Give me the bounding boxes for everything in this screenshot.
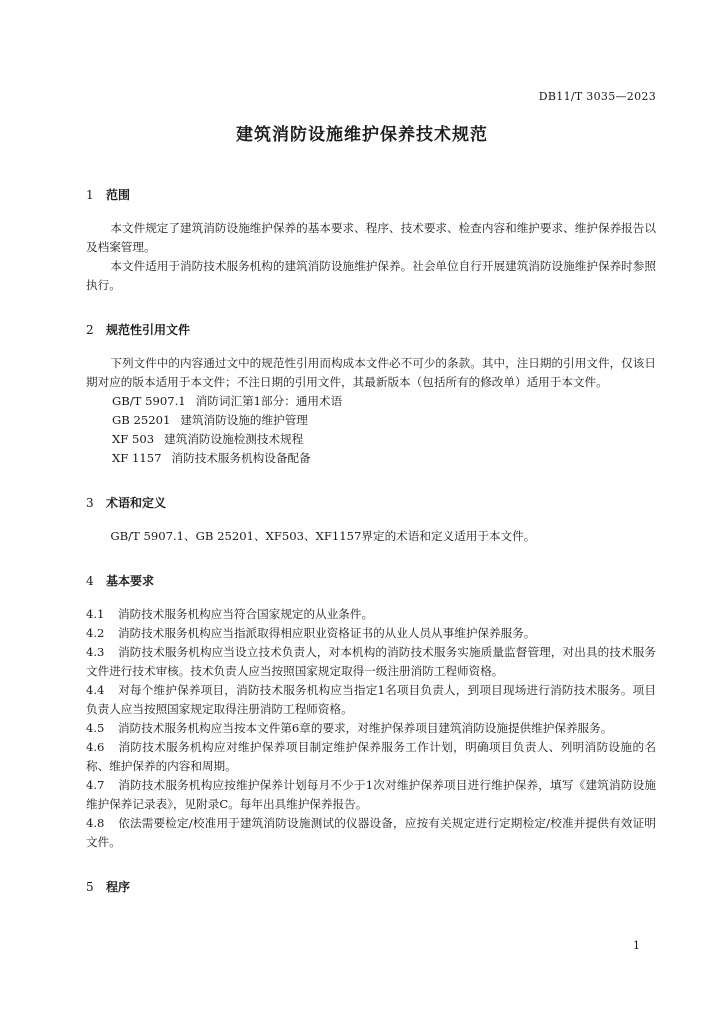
- section-number: 1: [86, 188, 94, 202]
- clause-item: [86, 681, 656, 719]
- clause-text: 依法需要检定/校准用于建筑消防设施测试的仪器设备，应按有关规定进行定期检定/校准并提供有效证明文件。: [86, 816, 656, 849]
- paragraph: 本文件规定了建筑消防设施维护保养的基本要求、程序、技术要求、检查内容和维护要求、维护保养报告以及档案管理。: [86, 221, 656, 254]
- clause-number: 4.1: [86, 607, 105, 621]
- section-number: 2: [86, 323, 94, 337]
- reference-code: XF 1157: [112, 451, 162, 465]
- clause-item: [86, 776, 656, 814]
- clause-text: 消防技术服务机构应当指派取得相应职业资格证书的从业人员从事维护保养服务。: [118, 626, 536, 640]
- reference-code: XF 503: [112, 432, 155, 446]
- section-heading-terms: [86, 494, 656, 513]
- section-title: 术语和定义: [106, 496, 167, 510]
- section-heading-normative-references: [86, 321, 656, 340]
- clause-number: 4.3: [86, 645, 105, 659]
- document-title: 建筑消防设施维护保养技术规范: [236, 125, 488, 145]
- clause-text: 消防技术服务机构应当符合国家规定的从业条件。: [118, 607, 374, 621]
- clause-item: [86, 814, 656, 852]
- section-heading-basic-requirements: [86, 572, 656, 591]
- section-title: 基本要求: [106, 574, 155, 588]
- section-heading-scope: [86, 186, 656, 205]
- clause-item: [86, 719, 656, 738]
- reference-code: GB/T 5907.1: [112, 394, 186, 408]
- clause-number: 4.8: [86, 816, 105, 830]
- document-code: DB11/T 3035—2023: [538, 90, 656, 103]
- reference-name: 建筑消防设施检测技术规程: [164, 432, 304, 446]
- clause-number: 4.5: [86, 721, 105, 735]
- clause-item: [86, 624, 656, 643]
- section-number: 5: [86, 880, 94, 894]
- clause-text: 消防技术服务机构应当按本文件第6章的要求，对维护保养项目建筑消防设施提供维护保养服务。: [118, 721, 613, 735]
- section-number: 3: [86, 496, 94, 510]
- clause-item: [86, 605, 656, 624]
- clause-number: 4.4: [86, 683, 105, 697]
- reference-item: [86, 411, 656, 430]
- reference-item: [86, 430, 656, 449]
- clause-text: 消防技术服务机构应当设立技术负责人，对本机构的消防技术服务实施质量监督管理，对出具的技术服务文件进行技术审核。技术负责人应当按照国家规定取得一级注册消防工程师资格。: [86, 645, 656, 678]
- reference-name: 消防词汇第1部分：通用术语: [195, 394, 343, 408]
- clause-text: 消防技术服务机构应按维护保养计划每月不少于1次对维护保养项目进行维护保养，填写《建筑消防设施维护保养记录表》，见附录C。每年出具维护保养报告。: [86, 778, 656, 811]
- section-title: 程序: [106, 880, 131, 894]
- paragraph: 本文件适用于消防技术服务机构的建筑消防设施维护保养。社会单位自行开展建筑消防设施维护保养时参照执行。: [86, 259, 656, 292]
- clause-item: [86, 738, 656, 776]
- section-title: 规范性引用文件: [106, 323, 191, 337]
- section-heading-procedure: [86, 878, 656, 897]
- paragraph: 下列文件中的内容通过文中的规范性引用而构成本文件必不可少的条款。其中，注日期的引用文件，仅该日期对应的版本适用于本文件；不注日期的引用文件，其最新版本（包括所有的修改单）适用于本文件。: [86, 356, 656, 389]
- reference-name: 建筑消防设施的维护管理: [180, 413, 308, 427]
- reference-name: 消防技术服务机构设备配备: [171, 451, 311, 465]
- clause-number: 4.6: [86, 740, 105, 754]
- clause-text: 对每个维护保养项目，消防技术服务机构应当指定1名项目负责人，到项目现场进行消防技术服务。项目负责人应当按照国家规定取得注册消防工程师资格。: [86, 683, 656, 716]
- clause-item: [86, 643, 656, 681]
- reference-item: [86, 449, 656, 468]
- page-number: 1: [633, 939, 640, 952]
- section-number: 4: [86, 574, 94, 588]
- clause-number: 4.7: [86, 778, 105, 792]
- clause-number: 4.2: [86, 626, 105, 640]
- document-body: [86, 186, 656, 897]
- reference-item: [86, 392, 656, 411]
- clause-text: 消防技术服务机构应对维护保养项目制定维护保养服务工作计划，明确项目负责人、列明消防设施的名称、维护保养的内容和周期。: [86, 740, 656, 773]
- paragraph: GB/T 5907.1、GB 25201、XF503、XF1157界定的术语和定义适用于本文件。: [110, 529, 536, 543]
- reference-code: GB 25201: [112, 413, 171, 427]
- section-title: 范围: [106, 188, 131, 202]
